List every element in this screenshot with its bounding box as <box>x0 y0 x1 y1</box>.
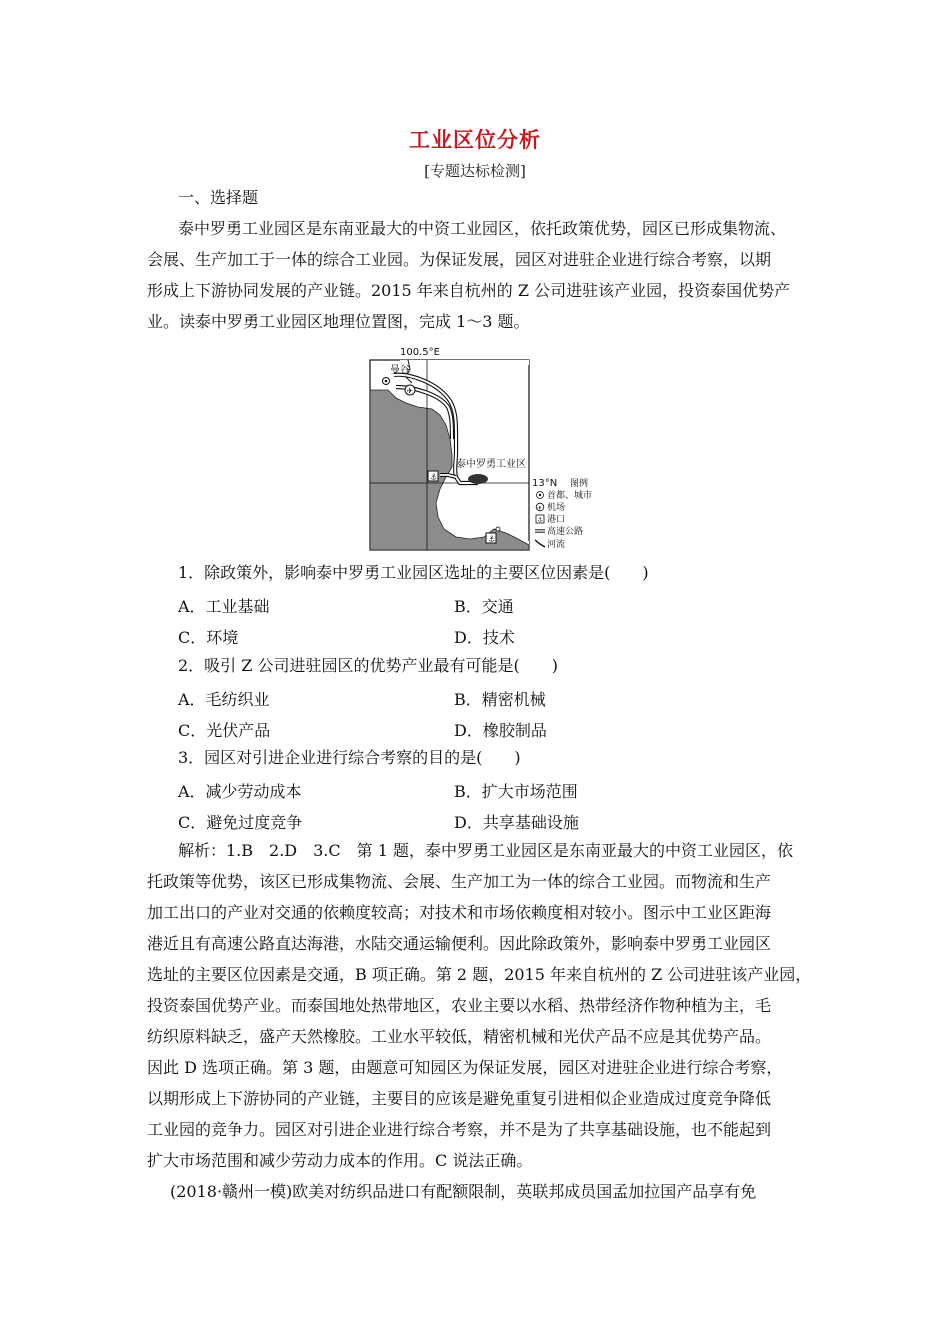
industrial-park <box>468 474 488 484</box>
page-title: 工业区位分析 <box>409 128 541 152</box>
option[interactable]: D．技术 <box>454 628 515 647</box>
option[interactable]: B．精密机械 <box>454 690 546 709</box>
longitude-label: 100.5°E <box>400 347 440 358</box>
section-heading: 一、选择题 <box>178 188 259 207</box>
option[interactable]: A．减少劳动成本 <box>178 782 302 801</box>
question-stem: 3．园区对引进企业进行综合考察的目的是( ) <box>178 748 521 767</box>
svg-text:✈: ✈ <box>537 505 543 512</box>
park-label: 泰中罗勇工业区 <box>456 459 526 470</box>
svg-text:⚓: ⚓ <box>488 534 496 544</box>
page-subtitle: [专题达标检测] <box>424 162 526 180</box>
analysis-line: 解析：1.B 2.D 3.C 第 1 题，泰中罗勇工业园区是东南亚最大的中资工业园区，依 <box>178 841 793 860</box>
svg-text:河流: 河流 <box>547 540 566 550</box>
analysis-line: 托政策等优势，该区已形成集物流、会展、生产加工为一体的综合工业园。而物流和生产 <box>147 872 772 891</box>
intro-line: 会展、生产加工于一体的综合工业园。为保证发展，园区对进驻企业进行综合考察，以期 <box>147 250 772 269</box>
svg-text:港口: 港口 <box>547 515 566 525</box>
svg-text:图例: 图例 <box>570 479 589 489</box>
analysis-line: 扩大市场范围和减少劳动力成本的作用。C 说法正确。 <box>147 1151 533 1170</box>
city-label: 曼谷 <box>390 365 410 376</box>
intro-line: 形成上下游协同发展的产业链。2015 年来自杭州的 Z 公司进驻该产业园，投资泰国优势产 <box>147 281 791 300</box>
option[interactable]: C．环境 <box>178 628 239 647</box>
analysis-line: 纺织原料缺乏，盛产天然橡胶。工业水平较低，精密机械和光伏产品不应是其优势产品。 <box>147 1027 772 1046</box>
option[interactable]: B．扩大市场范围 <box>454 782 578 801</box>
analysis-line: 港近且有高速公路直达海港，水陆交通运输便利。因此除政策外，影响泰中罗勇工业园区 <box>147 934 772 953</box>
option[interactable]: A．毛纺织业 <box>178 690 270 709</box>
intro-line: 泰中罗勇工业园区是东南亚最大的中资工业园区，依托政策优势，园区已形成集物流、 <box>178 219 787 238</box>
analysis-line: 选址的主要区位因素是交通，B 项正确。第 2 题，2015 年来自杭州的 Z 公司进驻该产业园， <box>147 965 812 984</box>
svg-text:首都、城市: 首都、城市 <box>547 491 593 501</box>
option[interactable]: B．交通 <box>454 597 514 616</box>
option[interactable]: A．工业基础 <box>178 597 270 616</box>
option[interactable]: C．避免过度竞争 <box>178 813 303 832</box>
analysis-line: 投资泰国优势产业。而泰国地处热带地区，农业主要以水稻、热带经济作物种植为主，毛 <box>147 996 772 1015</box>
analysis-line: 加工出口的产业对交通的依赖度较高；对技术和市场依赖度相对较小。图示中工业区距海 <box>147 903 772 922</box>
svg-text:✈: ✈ <box>406 386 414 396</box>
next-question-intro: (2018·赣州一模)欧美对纺织品进口有配额限制，英联邦成员国孟加拉国产品享有免 <box>170 1182 757 1201</box>
option[interactable]: C．光伏产品 <box>178 721 271 740</box>
analysis-line: 因此 D 选项正确。第 3 题，由题意可知园区为保证发展，园区对进驻企业进行综合考察， <box>147 1058 783 1077</box>
svg-text:机场: 机场 <box>547 503 566 513</box>
question-stem: 1．除政策外，影响泰中罗勇工业园区选址的主要区位因素是( ) <box>178 563 649 582</box>
location-map <box>360 343 620 555</box>
option[interactable]: D．共享基础设施 <box>454 813 579 832</box>
intro-line: 业。读泰中罗勇工业园区地理位置图，完成 1～3 题。 <box>147 312 530 331</box>
analysis-line: 工业园的竞争力。园区对引进企业进行综合考察，并不是为了共享基础设施，也不能起到 <box>147 1120 772 1139</box>
svg-text:⚓: ⚓ <box>537 516 543 524</box>
analysis-line: 以期形成上下游协同的产业链，主要目的应该是避免重复引进相似企业造成过度竞争降低 <box>147 1089 772 1108</box>
latitude-label: 13°N <box>532 478 558 489</box>
svg-text:⚓: ⚓ <box>430 472 438 482</box>
question-stem: 2．吸引 Z 公司进驻园区的优势产业最有可能是( ) <box>178 656 558 675</box>
svg-text:高速公路: 高速公路 <box>547 527 584 537</box>
option[interactable]: D．橡胶制品 <box>454 721 547 740</box>
